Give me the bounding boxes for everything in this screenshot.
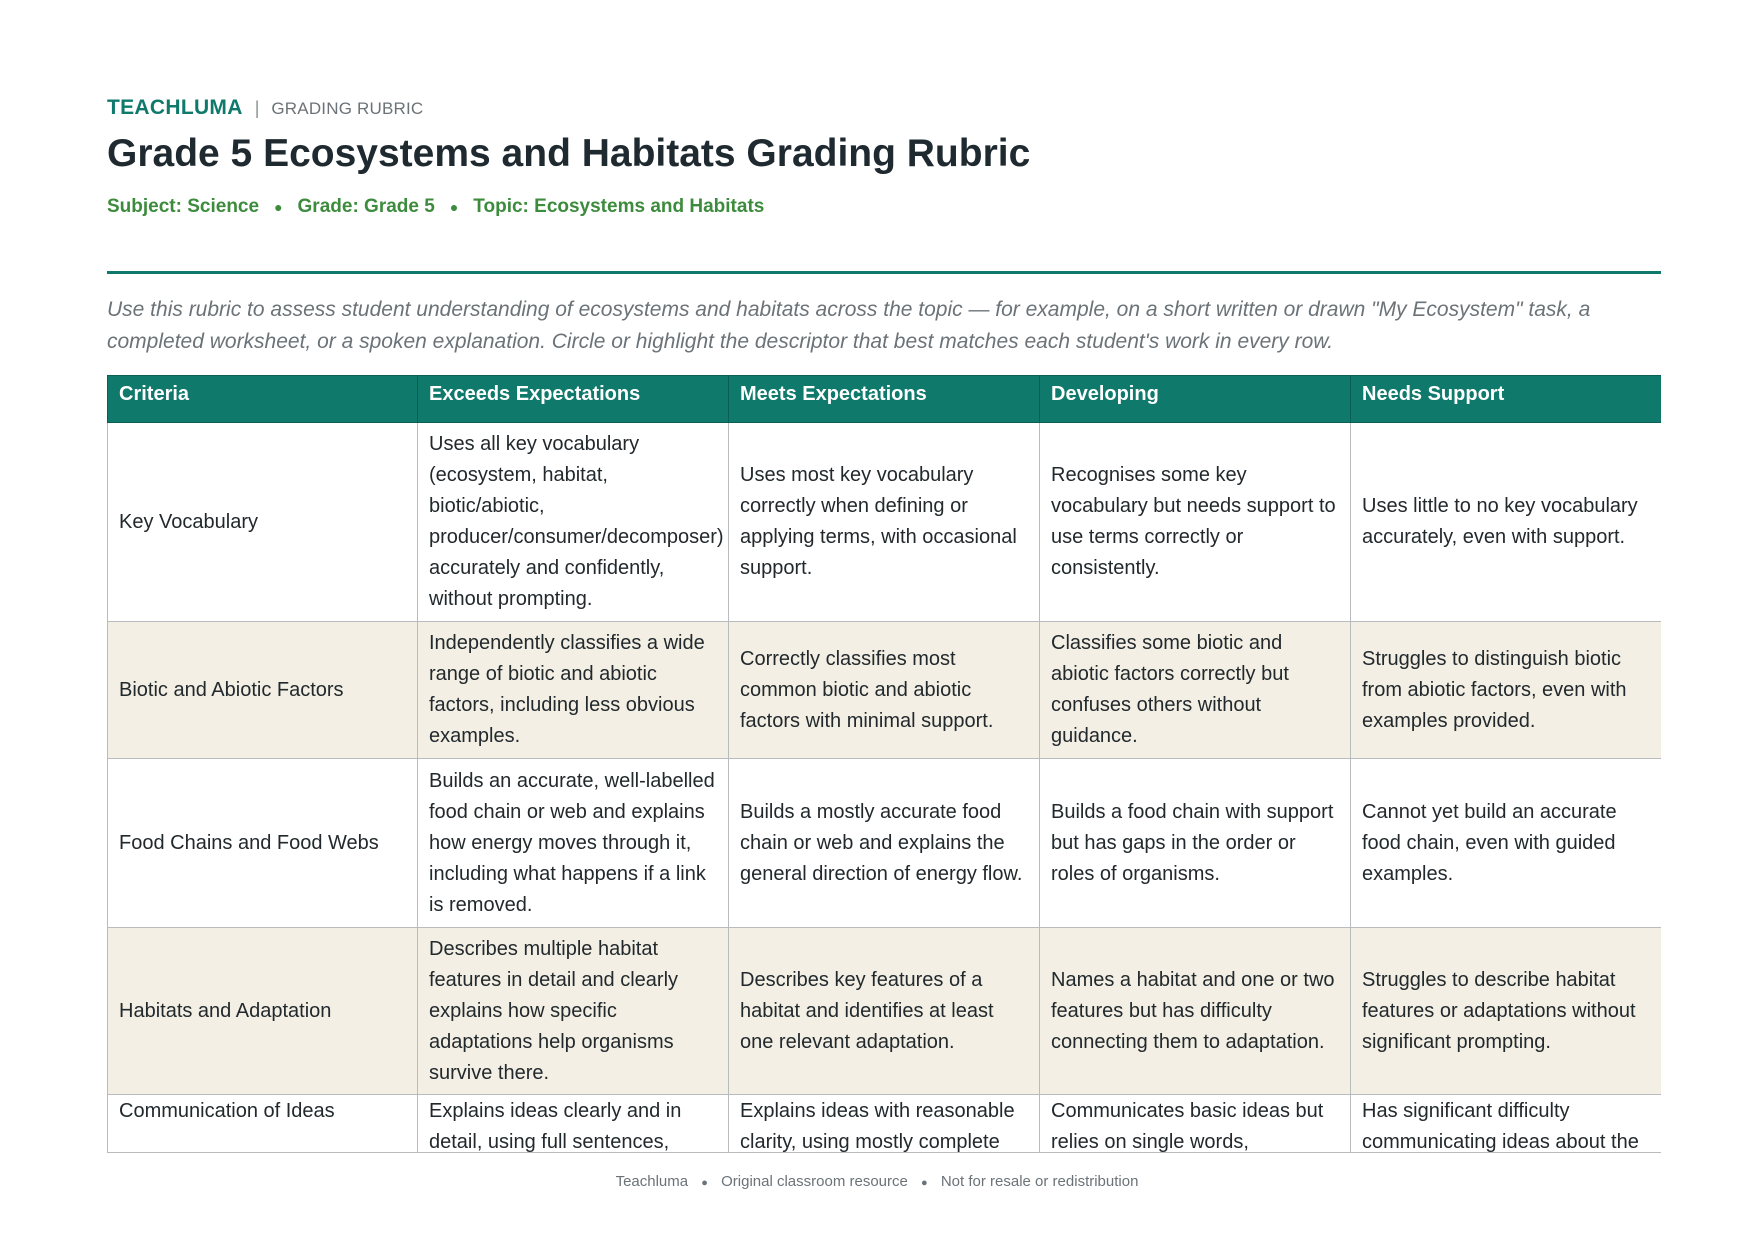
footer-note-resale: Not for resale or redistribution bbox=[940, 1173, 1139, 1190]
meta-subject: Subject: Science bbox=[107, 196, 260, 217]
table-row bbox=[108, 1095, 1662, 1154]
header-developing: Developing bbox=[1040, 376, 1351, 423]
needs-support-cell: Uses little to no key vocabulary accurately, even with support. bbox=[1351, 423, 1662, 622]
brand-line bbox=[107, 96, 423, 120]
meta-line bbox=[107, 196, 764, 218]
meets-cell: Correctly classifies most common biotic and abiotic factors with minimal support. bbox=[729, 622, 1040, 759]
header-divider bbox=[107, 271, 1661, 274]
footer-brand: Teachluma bbox=[615, 1173, 689, 1190]
header-meets: Meets Expectations bbox=[729, 376, 1040, 423]
needs-support-cell: Struggles to distinguish biotic from abiotic factors, even with examples provided. bbox=[1351, 622, 1662, 759]
needs-support-cell: Has significant difficulty communicating ideas about the bbox=[1351, 1095, 1662, 1154]
needs-support-cell: Cannot yet build an accurate food chain, even with guided examples. bbox=[1351, 759, 1662, 928]
exceeds-cell: Builds an accurate, well-labelled food chain or web and explains how energy moves through it, including what happens if a link is removed. bbox=[418, 759, 729, 928]
developing-cell: Builds a food chain with support but has gaps in the order or roles of organisms. bbox=[1040, 759, 1351, 928]
footer-note-original: Original classroom resource bbox=[721, 1173, 908, 1190]
footer-bullet: ● bbox=[921, 1177, 928, 1189]
needs-support-cell: Struggles to describe habitat features or adaptations without significant prompting. bbox=[1351, 928, 1662, 1095]
table-row bbox=[108, 759, 1662, 928]
meta-topic: Topic: Ecosystems and Habitats bbox=[473, 196, 765, 217]
developing-cell: Names a habitat and one or two features but has difficulty connecting them to adaptation. bbox=[1040, 928, 1351, 1095]
intro-paragraph: Use this rubric to assess student understanding of ecosystems and habitats across the topic — for example, on a short written or drawn "My Ecosystem" task, a completed worksheet, or a spoken explanation. Circle or highlight the descriptor that best matches each student's work in every row. bbox=[107, 298, 1591, 353]
exceeds-cell: Uses all key vocabulary (ecosystem, habitat, biotic/abiotic, producer/consumer/decomposer) accurately and confidently, without prompting. bbox=[418, 423, 729, 622]
rubric-table-container bbox=[107, 375, 1661, 1153]
table-row bbox=[108, 928, 1662, 1095]
meets-cell: Describes key features of a habitat and identifies at least one relevant adaptation. bbox=[729, 928, 1040, 1095]
rubric-table bbox=[107, 375, 1661, 1153]
exceeds-cell: Describes multiple habitat features in detail and clearly explains how specific adaptations help organisms survive there. bbox=[418, 928, 729, 1095]
table-header-row bbox=[108, 376, 1662, 423]
criteria-cell: Habitats and Adaptation bbox=[108, 928, 418, 1095]
meta-bullet: ● bbox=[274, 199, 283, 215]
criteria-cell: Key Vocabulary bbox=[108, 423, 418, 622]
meta-bullet: ● bbox=[449, 199, 459, 215]
criteria-cell: Food Chains and Food Webs bbox=[108, 759, 418, 928]
table-row bbox=[108, 423, 1662, 622]
developing-cell: Classifies some biotic and abiotic factors correctly but confuses others without guidance. bbox=[1040, 622, 1351, 759]
exceeds-cell: Explains ideas clearly and in detail, using full sentences, bbox=[418, 1095, 729, 1154]
brand-name: TEACHLUMA bbox=[107, 96, 243, 119]
page-title: Grade 5 Ecosystems and Habitats Grading Rubric bbox=[107, 132, 1031, 175]
developing-cell: Communicates basic ideas but relies on single words, bbox=[1040, 1095, 1351, 1154]
meets-cell: Uses most key vocabulary correctly when defining or applying terms, with occasional support. bbox=[729, 423, 1040, 622]
meets-cell: Builds a mostly accurate food chain or web and explains the general direction of energy flow. bbox=[729, 759, 1040, 928]
header-exceeds: Exceeds Expectations bbox=[418, 376, 729, 423]
criteria-cell: Communication of Ideas bbox=[108, 1095, 418, 1154]
document-type: GRADING RUBRIC bbox=[271, 99, 424, 118]
header-needs-support: Needs Support bbox=[1351, 376, 1662, 423]
exceeds-cell: Independently classifies a wide range of biotic and abiotic factors, including less obvious examples. bbox=[418, 622, 729, 759]
header-criteria: Criteria bbox=[108, 376, 418, 423]
meets-cell: Explains ideas with reasonable clarity, using mostly complete bbox=[729, 1095, 1040, 1154]
criteria-cell: Biotic and Abiotic Factors bbox=[108, 622, 418, 759]
developing-cell: Recognises some key vocabulary but needs support to use terms correctly or consistently. bbox=[1040, 423, 1351, 622]
meta-grade: Grade: Grade 5 bbox=[297, 196, 435, 217]
footer-bullet: ● bbox=[701, 1177, 708, 1189]
table-row bbox=[108, 622, 1662, 759]
brand-separator: | bbox=[254, 98, 260, 118]
page-footer bbox=[0, 1173, 1754, 1190]
